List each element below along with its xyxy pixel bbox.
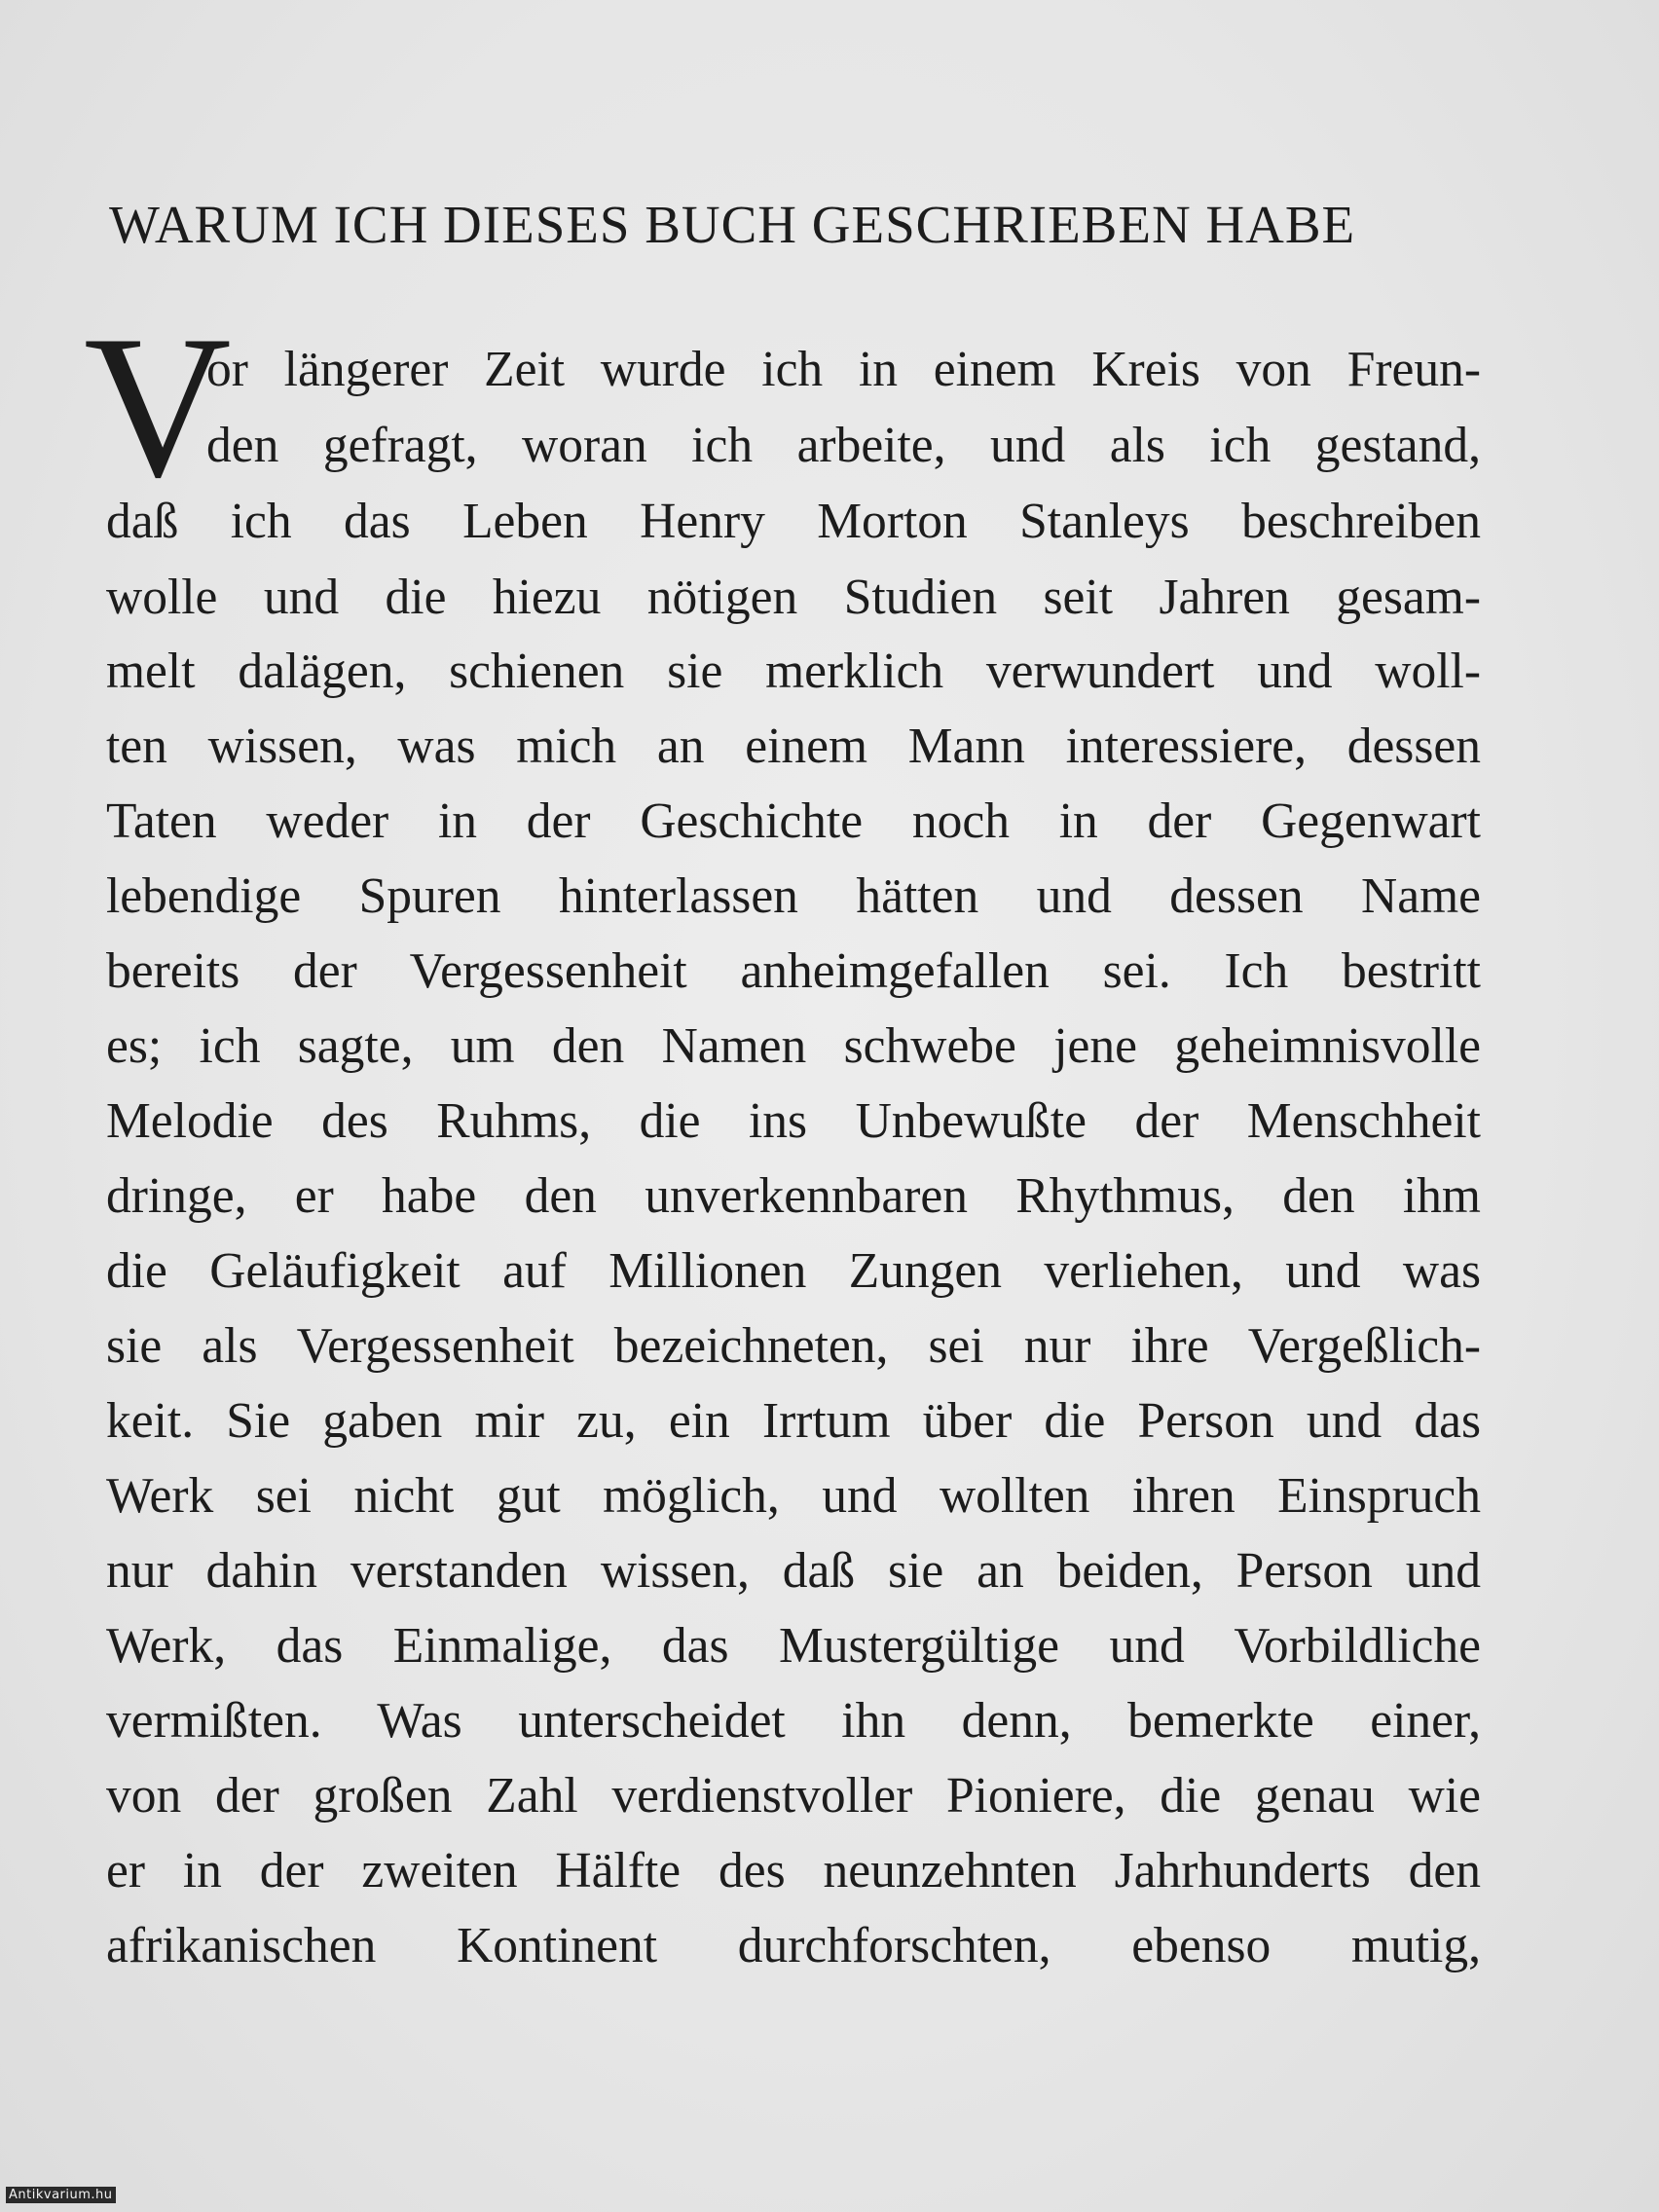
text-line: melt dalägen, schienen sie merklich verwundert und woll-	[106, 644, 1481, 699]
text-line: er in der zweiten Hälfte des neunzehnten Jahrhunderts den	[106, 1843, 1481, 1899]
chapter-heading: WARUM ICH DIESES BUCH GESCHRIEBEN HABE	[109, 195, 1356, 254]
text-line: nur dahin verstanden wissen, daß sie an beiden, Person und	[106, 1543, 1481, 1599]
text-line: vermißten. Was unterscheidet ihn denn, bemerkte einer,	[106, 1693, 1481, 1749]
watermark: Antikvarium.hu	[6, 2187, 116, 2203]
text-line: daß ich das Leben Henry Morton Stanleys beschreiben	[106, 494, 1481, 549]
text-line: es; ich sagte, um den Namen schwebe jene geheimnisvolle	[106, 1018, 1481, 1074]
text-line: den gefragt, woran ich arbeite, und als ich gestand,	[206, 418, 1481, 473]
text-line: sie als Vergessenheit bezeichneten, sei nur ihre Vergeßlich-	[106, 1318, 1481, 1374]
text-line: dringe, er habe den unverkennbaren Rhythmus, den ihm	[106, 1168, 1481, 1224]
text-line: Werk, das Einmalige, das Mustergültige und Vorbildliche	[106, 1618, 1481, 1674]
text-line: Werk sei nicht gut möglich, und wollten ihren Einspruch	[106, 1468, 1481, 1524]
text-line: or längerer Zeit wurde ich in einem Kreis von Freun-	[206, 342, 1481, 397]
text-line: afrikanischen Kontinent durchforschten, ebenso mutig,	[106, 1918, 1481, 1973]
text-line: ten wissen, was mich an einem Mann interessiere, dessen	[106, 719, 1481, 774]
text-line: die Geläufigkeit auf Millionen Zungen verliehen, und was	[106, 1243, 1481, 1299]
text-line: lebendige Spuren hinterlassen hätten und dessen Name	[106, 868, 1481, 924]
text-line: von der großen Zahl verdienstvoller Pioniere, die genau wie	[106, 1768, 1481, 1824]
drop-cap: V	[84, 294, 232, 520]
text-line: wolle und die hiezu nötigen Studien seit Jahren gesam-	[106, 570, 1481, 625]
text-line: Taten weder in der Geschichte noch in der Gegenwart	[106, 793, 1481, 849]
text-line: bereits der Vergessenheit anheimgefallen sei. Ich bestritt	[106, 943, 1481, 999]
text-line: keit. Sie gaben mir zu, ein Irrtum über die Person und das	[106, 1393, 1481, 1449]
text-line: Melodie des Ruhms, die ins Unbewußte der Menschheit	[106, 1093, 1481, 1149]
